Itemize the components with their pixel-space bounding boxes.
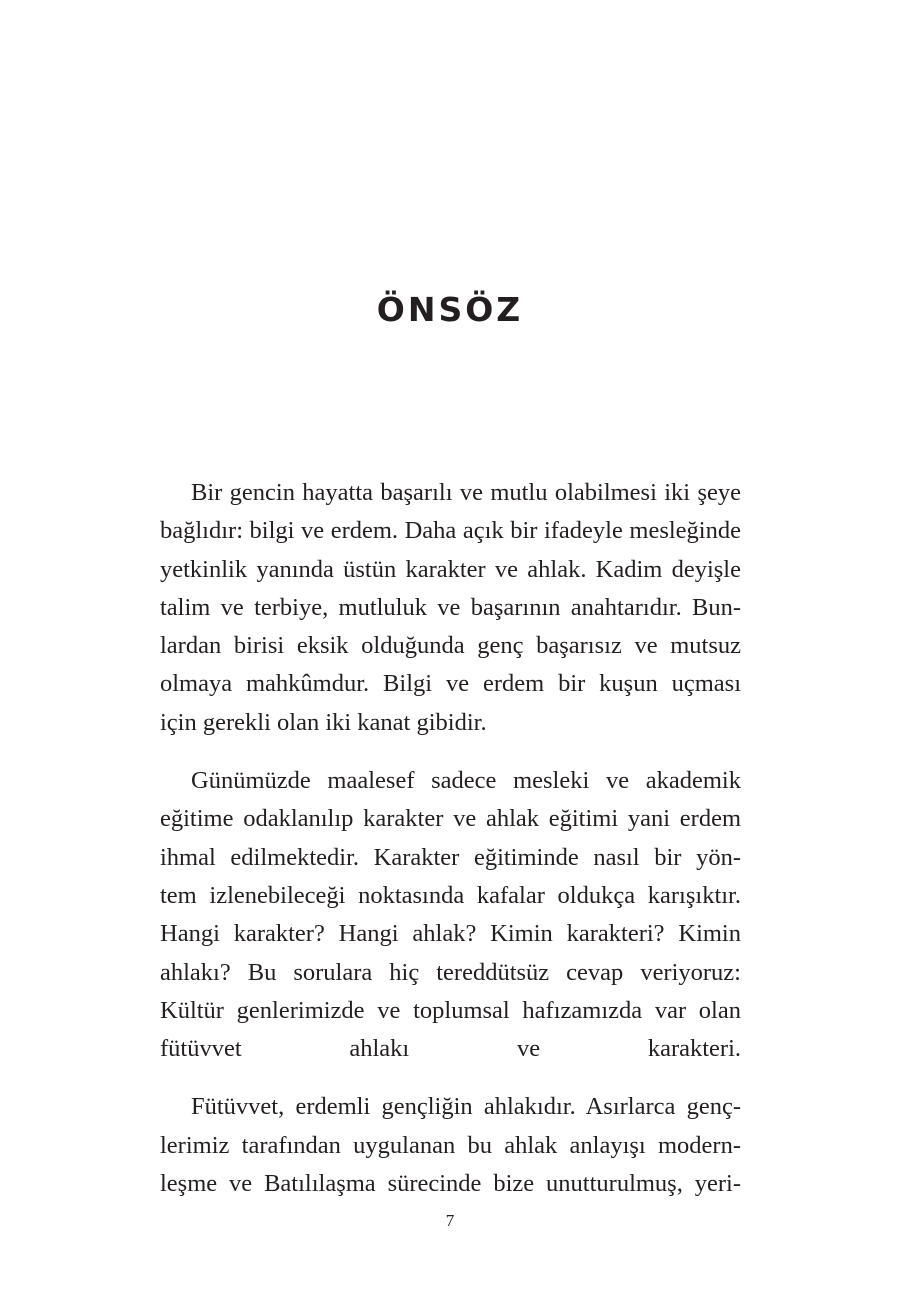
text-line: lardan birisi eksik olduğunda genç başarısız ve mutsuz [160,632,741,660]
text-line: Bir gencin hayatta başarılı ve mutlu olabilmesi iki şeye [191,479,741,506]
page-number: 7 [445,1211,455,1230]
text-line: talim ve terbiye, mutluluk ve başarının anahtarıdır. Bun- [160,593,741,621]
text-line: lerimiz tarafından uygulanan bu ahlak anlayışı modern- [160,1131,741,1159]
text-line: Kültür genlerimizde ve toplumsal hafızamızda var olan [160,996,741,1024]
text-line: Günümüzde maalesef sadece mesleki ve akademik [191,767,741,795]
text-line: için gerekli olan iki kanat gibidir. [160,708,487,736]
text-line: Fütüvvet, erdemli gençliğin ahlakıdır. Asırlarca genç- [191,1093,741,1121]
paragraph-3 [160,1088,741,1203]
text-line: eğitime odaklanılıp karakter ve ahlak eğitimi yani erdem [160,805,741,833]
text-line: tem izlenebileceği noktasında kafalar oldukça karışıktır. [160,881,741,909]
text-line: olmaya mahkûmdur. Bilgi ve erdem bir kuşun uçması [160,670,741,698]
text-line: ahlakı? Bu sorulara hiç tereddütsüz cevap veriyoruz: [160,958,741,986]
paragraph-2 [160,762,741,1068]
text-line: bağlıdır: bilgi ve erdem. Daha açık bir ifadeyle mesleğinde [160,517,741,545]
body-text [160,474,741,1223]
text-line: fütüvvet ahlakı ve karakteri. [160,1035,741,1063]
text-line: yetkinlik yanında üstün karakter ve ahlak. Kadim deyişle [160,555,741,583]
paragraph-1 [160,474,741,742]
text-line: ihmal edilmektedir. Karakter eğitiminde nasıl bir yön- [160,843,741,871]
text-line: Hangi karakter? Hangi ahlak? Kimin karakteri? Kimin [160,920,741,948]
chapter-title: ÖNSÖZ [376,290,524,329]
text-line: leşme ve Batılılaşma sürecinde bize unutturulmuş, yeri- [160,1170,741,1198]
